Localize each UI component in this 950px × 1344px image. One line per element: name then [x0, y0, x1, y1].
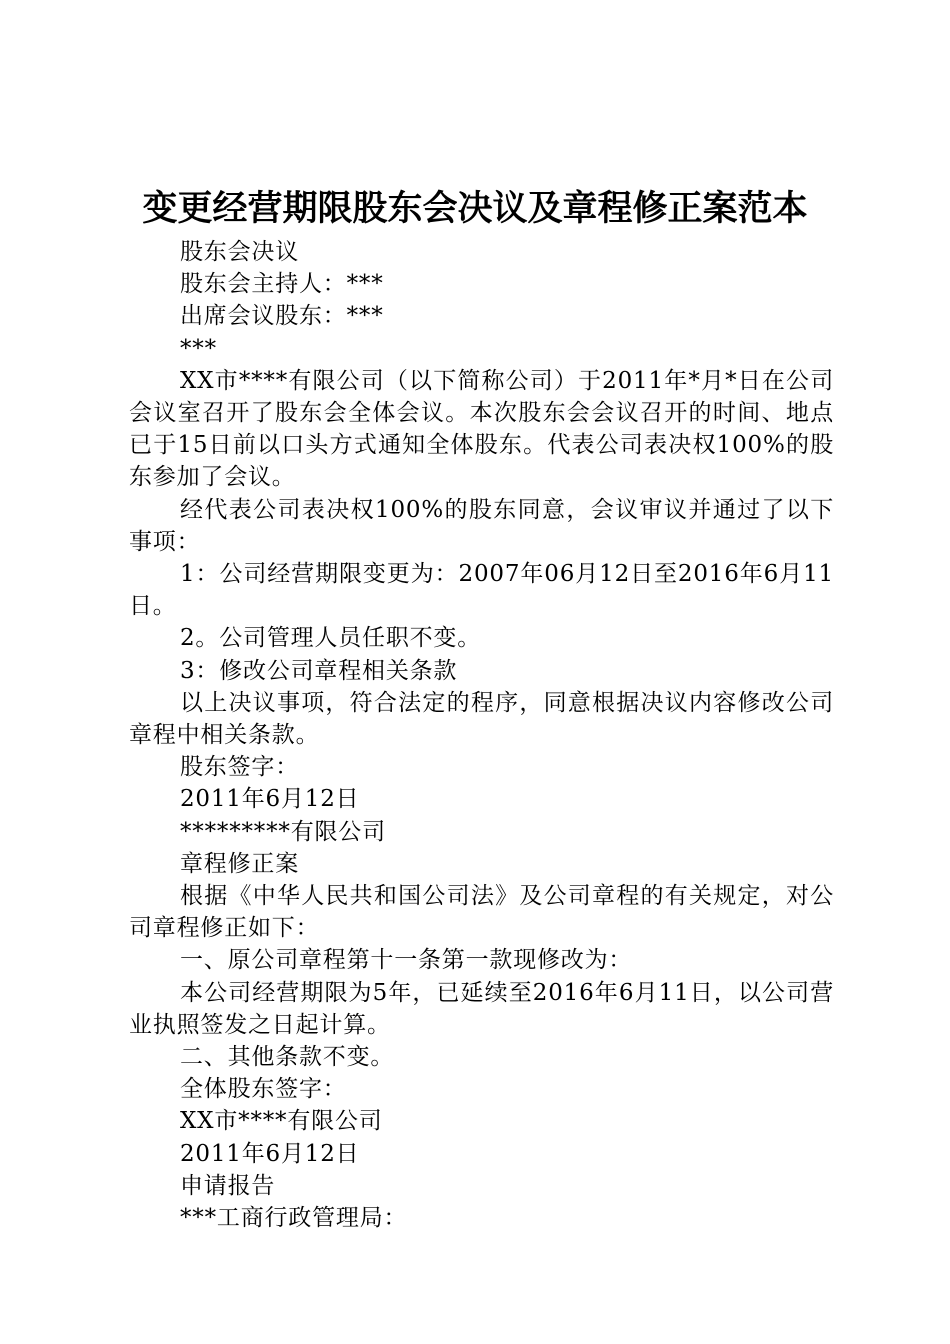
paragraph-item-3: 3：修改公司章程相关条款 — [180, 657, 458, 684]
paragraph-date-1: 2011年6月12日 — [180, 786, 360, 813]
paragraph-item-2: 2。公司管理人员任职不变。 — [180, 625, 482, 652]
paragraph-conclusion: 以上决议事项，符合法定的程序，同意根据决议内容修改公司章程中相关条款。 — [129, 689, 834, 749]
paragraph-amendment-content: 本公司经营期限为5年，已延续至2016年6月11日，以公司营业执照签发之日起计算。 — [129, 979, 834, 1038]
paragraph-all-signatures: 全体股东签字： — [180, 1076, 347, 1103]
paragraph-company-2: XX市****有限公司 — [180, 1108, 383, 1135]
paragraph-application-heading: 申请报告 — [180, 1172, 276, 1199]
document-body — [129, 236, 834, 1234]
paragraph-addressee: ***工商行政管理局： — [180, 1205, 408, 1232]
paragraph-company-1: *********有限公司 — [180, 818, 386, 845]
paragraph-amendment-heading: 章程修正案 — [180, 850, 299, 877]
paragraph-shareholder-signature: 股东签字： — [180, 754, 299, 781]
paragraph-resolution-heading: 股东会决议 — [180, 239, 299, 265]
paragraph-other-clauses: 二、其他条款不变。 — [180, 1044, 395, 1071]
paragraph-attendee-names: *** — [180, 335, 217, 362]
paragraph-amendment-clause: 一、原公司章程第十一条第一款现修改为： — [180, 947, 633, 974]
paragraph-amendment-basis: 根据《中华人民共和国公司法》及公司章程的有关规定，对公司章程修正如下： — [129, 883, 834, 942]
paragraph-approval: 经代表公司表决权100%的股东同意，会议审议并通过了以下事项： — [129, 496, 834, 555]
paragraph-attendees: 出席会议股东：*** — [180, 303, 384, 330]
paragraph-host: 股东会主持人：*** — [180, 271, 384, 298]
document-title: 变更经营期限股东会决议及章程修正案范本 — [142, 188, 808, 229]
paragraph-meeting-intro: XX市****有限公司（以下简称公司）于2011年*月*日在公司会议室召开了股东会全体会议。本次股东会会议召开的时间、地点已于15日前以口头方式通知全体股东。代表公司表决权100%的股东参加了会议。 — [129, 367, 834, 491]
paragraph-item-1: 1：公司经营期限变更为：2007年06月12日至2016年6月11日。 — [129, 561, 834, 620]
paragraph-date-2: 2011年6月12日 — [180, 1140, 360, 1167]
